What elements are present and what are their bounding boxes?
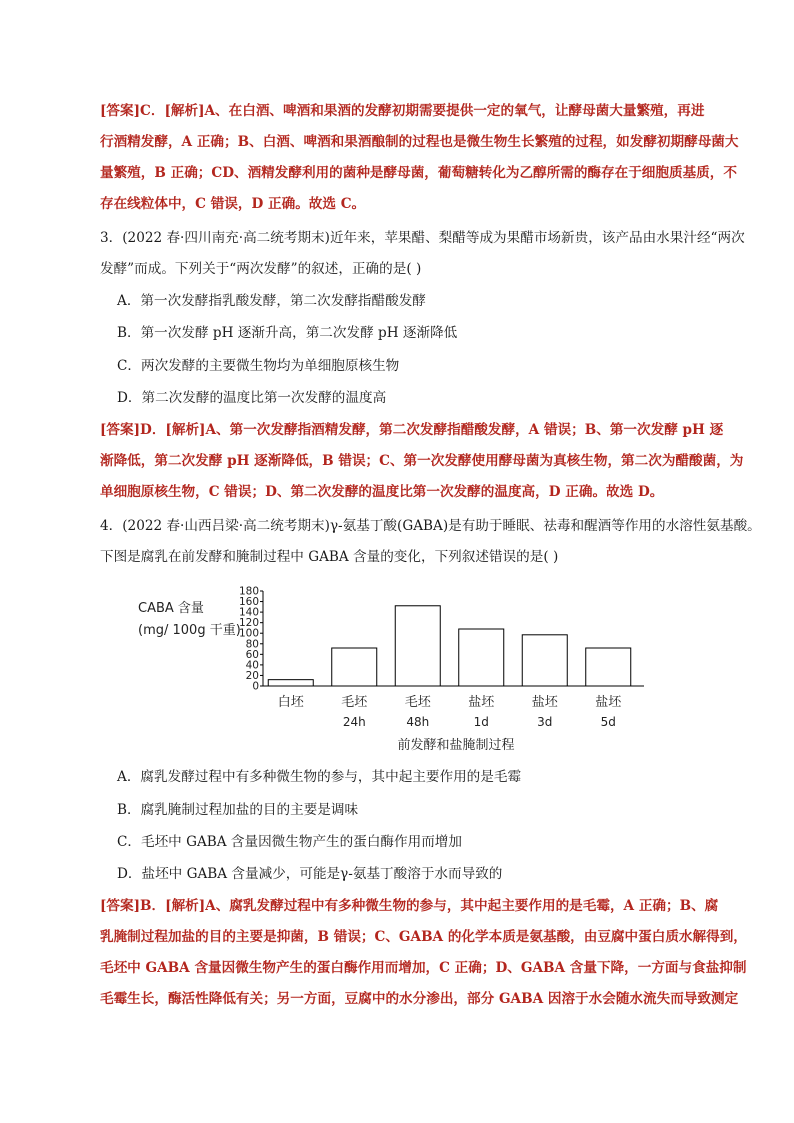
q3-answer-line: 单细胞原核生物，C 错误；D、第二次发酵的温度比第一次发酵的温度高，D 正确。故选 D。 [100,484,664,500]
q3-option-b: B．第一次发酵 pH 逐渐升高，第二次发酵 pH 逐渐降低 [117,325,458,341]
y-tick-label: 20 [245,669,259,682]
y-tick-label: 60 [245,648,259,661]
prev-answer-line: 行酒精发酵，A 正确；B、白酒、啤酒和果酒酿制的过程也是微生物生长繁殖的过程，如发酵初期酵母菌大 [100,134,739,150]
bar [332,648,377,686]
x-tick-label: 盐坯 [595,695,622,710]
q3-option-c: C．两次发酵的主要微生物均为单细胞原核生物 [117,358,400,374]
y-tick-label: 140 [238,606,259,619]
prev-answer-line: 量繁殖，B 正确；CD、酒精发酵利用的菌种是酵母菌，葡萄糖转化为乙醇所需的酶存在于细胞质基质，不 [100,165,737,181]
x-tick-sublabel: 24h [342,715,366,729]
y-axis-label: CABA 含量 [138,601,204,616]
q4-answer-line: 乳腌制过程加盐的目的主要是抑菌，B 错误；C、GABA 的化学本质是氨基酸，由豆腐中蛋白质水解得到， [100,929,747,945]
q4-option-c: C．毛坯中 GABA 含量因微生物产生的蛋白酶作用而增加 [117,834,462,850]
y-axis-label: (mg/ 100g 干重) [138,623,241,638]
q3-option-d: D．第二次发酵的温度比第一次发酵的温度高 [117,390,387,406]
chart-canvas [128,582,658,757]
bar [522,635,567,686]
q4-answer-line: 毛坯中 GABA 含量因微生物产生的蛋白酶作用而增加，C 正确；D、GABA 含量下降，一方面与食盐抑制 [100,960,747,976]
q3-option-a: A．第一次发酵指乳酸发酵，第二次发酵指醋酸发酵 [117,293,426,309]
y-tick-label: 120 [238,617,259,630]
x-axis-label: 前发酵和盐腌制过程 [397,738,515,753]
q4-option-a: A．腐乳发酵过程中有多种微生物的参与，其中起主要作用的是毛霉 [117,769,522,785]
x-tick-sublabel: 5d [600,715,616,729]
y-tick-label: 100 [238,627,259,640]
x-tick-sublabel: 48h [406,715,430,729]
x-tick-label: 毛坯 [341,695,368,710]
q4-option-b: B．腐乳腌制过程加盐的目的主要是调味 [117,802,359,818]
gaba-bar-chart [128,582,658,757]
bar [459,629,504,686]
bar [586,648,631,686]
prev-answer-line: 存在线粒体中，C 错误，D 正确。故选 C。 [100,196,366,212]
x-tick-label: 盐坯 [468,695,495,710]
x-tick-label: 盐坯 [531,695,558,710]
y-tick-label: 160 [238,596,259,609]
bar [395,606,440,686]
y-tick-label: 80 [245,638,259,651]
q3-stem-line: 3．(2022 春·四川南充·高二统考期末)近年来，苹果醋、梨醋等成为果醋市场新贵，该产品由水果汁经“两次 [100,230,745,246]
x-tick-label: 白坯 [277,695,304,710]
q4-stem-line: 下图是腐乳在前发酵和腌制过程中 GABA 含量的变化，下列叙述错误的是( ) [100,549,559,565]
x-tick-sublabel: 3d [537,715,553,729]
q3-answer-line: 渐降低，第二次发酵 pH 逐渐降低，B 错误；C、第一次发酵使用酵母菌为真核生物，第二次为醋酸菌，为 [100,453,744,469]
x-tick-sublabel: 1d [473,715,489,729]
x-tick-label: 毛坯 [404,695,431,710]
q4-answer-line: 毛霉生长，酶活性降低有关；另一方面，豆腐中的水分渗出，部分 GABA 因溶于水会随水流失而导致测定 [100,991,739,1007]
q4-stem-line: 4．(2022 春·山西吕梁·高二统考期末)γ-氨基丁酸(GABA)是有助于睡眠、祛毒和醒酒等作用的水溶性氨基酸。 [100,518,761,534]
y-tick-label: 40 [245,659,259,672]
q3-stem-line: 发酵”而成。下列关于“两次发酵”的叙述，正确的是( ) [100,261,422,277]
q3-answer-line: [答案]D．[解析]A、第一次发酵指酒精发酵，第二次发酵指醋酸发酵，A 错误；B、第一次发酵 pH 逐 [100,422,724,438]
y-tick-label: 0 [252,680,259,693]
q4-option-d: D．盐坯中 GABA 含量减少，可能是γ-氨基丁酸溶于水而导致的 [117,866,503,882]
prev-answer-line: [答案]C．[解析]A、在白酒、啤酒和果酒的发酵初期需要提供一定的氧气，让酵母菌大量繁殖，再进 [100,103,705,119]
q4-answer-line: [答案]B．[解析]A、腐乳发酵过程中有多种微生物的参与，其中起主要作用的是毛霉，A 正确；B、腐 [100,898,719,914]
y-tick-label: 180 [238,585,259,598]
bar [268,680,313,686]
